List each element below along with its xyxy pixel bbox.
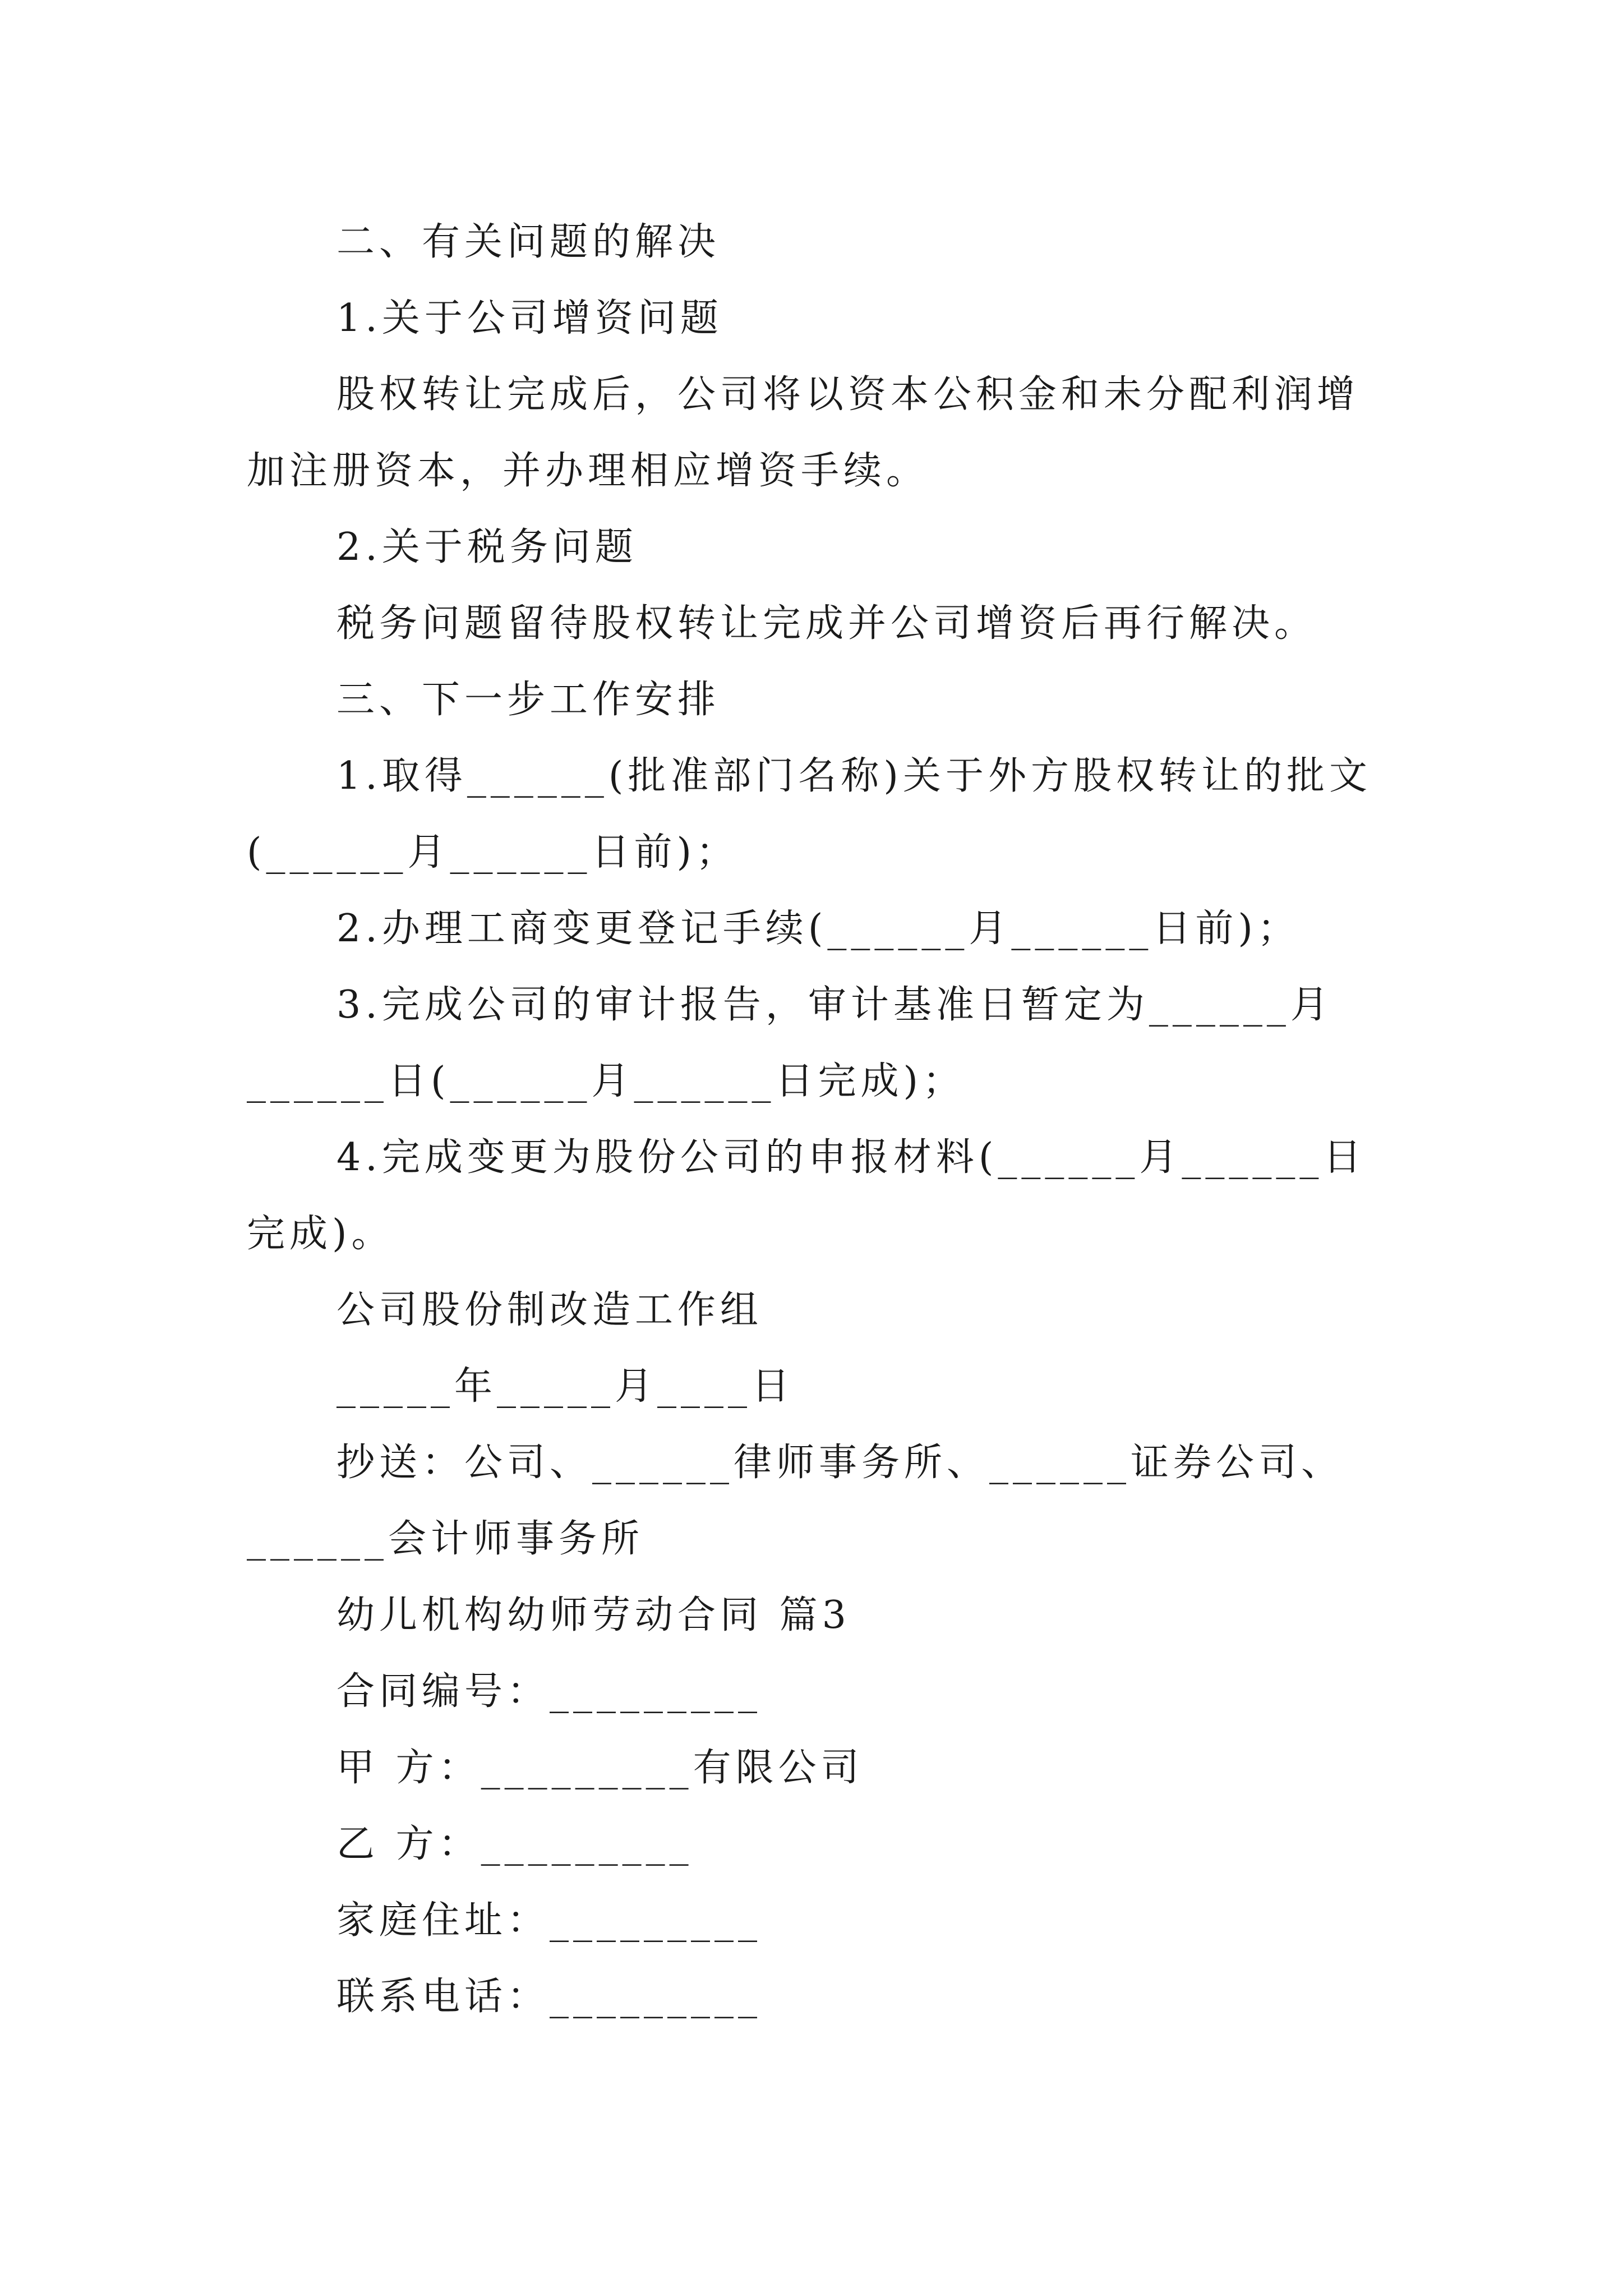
list-item-continuation: (______月______日前)；	[247, 830, 739, 875]
paragraph-line: 加注册资本，并办理相应增资手续。	[247, 449, 929, 493]
cc-line: 抄送：公司、______律师事务所、______证券公司、	[336, 1441, 1344, 1485]
signature-group: 公司股份制改造工作组	[336, 1288, 763, 1332]
contract-title: 幼儿机构幼师劳动合同 篇3	[336, 1593, 851, 1637]
list-item: 2.办理工商变更登记手续(______月______日前)；	[336, 907, 1300, 951]
contract-number-field: 合同编号：_________	[336, 1669, 762, 1714]
party-b-field: 乙 方：_________	[336, 1822, 693, 1866]
home-address-field: 家庭住址：_________	[336, 1898, 762, 1943]
section-heading-3: 三、下一步工作安排	[336, 678, 721, 722]
subheading-capital-increase: 1.关于公司增资问题	[336, 296, 723, 341]
subheading-tax: 2.关于税务问题	[336, 525, 638, 569]
paragraph-line: 股权转让完成后，公司将以资本公积金和未分配利润增	[336, 372, 1360, 417]
list-item: 3.完成公司的审计报告，审计基准日暂定为______月	[336, 983, 1333, 1027]
signature-date: _____年_____月____日	[336, 1364, 795, 1409]
list-item-continuation: ______日(______月______日完成)；	[247, 1059, 966, 1103]
section-heading-2: 二、有关问题的解决	[336, 220, 721, 264]
phone-field: 联系电话：_________	[336, 1975, 762, 2019]
cc-line-continuation: ______会计师事务所	[247, 1517, 644, 1561]
paragraph-line: 税务问题留待股权转让完成并公司增资后再行解决。	[336, 601, 1317, 646]
list-item-continuation: 完成)。	[247, 1212, 394, 1256]
list-item: 1.取得______(批准部门名称)关于外方股权转让的批文	[336, 754, 1372, 798]
list-item: 4.完成变更为股份公司的申报材料(______月______日	[336, 1135, 1366, 1180]
party-a-field: 甲 方：_________有限公司	[336, 1746, 864, 1790]
